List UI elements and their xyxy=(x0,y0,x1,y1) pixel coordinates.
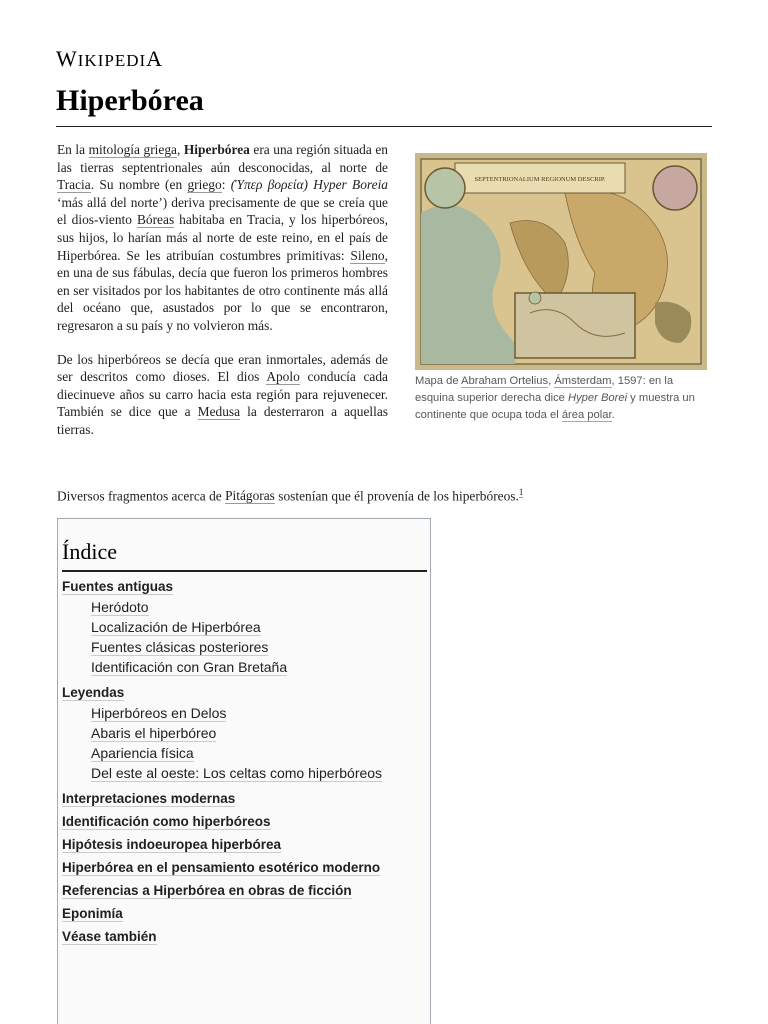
reference-1[interactable]: 1 xyxy=(518,487,524,497)
map-banner-text: SEPTENTRIONALIUM REGIONUM DESCRIP. xyxy=(474,176,606,183)
toc-item-interpretaciones[interactable]: Interpretaciones modernas xyxy=(62,791,236,806)
toc-title: Índice xyxy=(62,539,117,564)
greek-name: (Ὑπερ βορεία) Hyper Boreia xyxy=(230,177,389,193)
toc-item-fuentes-antiguas[interactable]: Fuentes antiguas xyxy=(62,579,174,594)
link-boreas[interactable]: Bóreas xyxy=(136,212,175,228)
toc-subitem-localizacion[interactable]: Localización de Hiperbórea xyxy=(91,619,261,635)
title-divider xyxy=(56,126,712,127)
link-abraham-ortelius[interactable]: Abraham Ortelius xyxy=(461,375,549,387)
link-sileno[interactable]: Sileno xyxy=(350,247,385,263)
toc-subitem-celtas[interactable]: Del este al oeste: Los celtas como hiperbóreos xyxy=(91,765,383,781)
intro-paragraph-2: De los hiperbóreos se decía que eran inmortales, además de ser descritos como dioses. El dios Apolo conducía cada diecinueve años su carro hacia esta región para rejuvenecer. También se dice que a Medusa la desterraron a aquellas tierras. xyxy=(57,351,388,437)
toc-item-eponimia[interactable]: Eponimía xyxy=(62,906,123,921)
intro-paragraph-1: En la mitología griega, Hiperbórea era una región situada en las tierras septentrionales aún desconocidas, al norte de Tracia. Su nombre (en griego: (Ὑπερ βορεία) Hyper Boreia ‘más allá del norte’) deriva precisamente de que se creía que el dios-viento Bóreas habitaba en Tracia, y los hiperbóreos, sus hijos, lo harían más al norte de este reino, en el país de Hiperbórea. Se les atribuían costumbres primitivas: Sileno, en una de sus fábulas, decía que fueron los primeros hombres en ser visitados por los habitantes de otro continente más allá del océano que, asustados por lo que se encontraron, regresaron a su país y no volvieron más. xyxy=(57,142,389,333)
bold-term: Hiperbórea xyxy=(183,142,250,157)
link-pitagoras[interactable]: Pitágoras xyxy=(225,488,275,504)
toc-item-leyendas[interactable]: Leyendas xyxy=(62,685,125,700)
toc-subitem-fuentes-clasicas[interactable]: Fuentes clásicas posteriores xyxy=(91,639,269,655)
toc-list xyxy=(62,577,428,947)
map-figure xyxy=(415,153,707,424)
intro-paragraph-3: Diversos fragmentos acerca de Pitágoras sostenían que él provenía de los hiperbóreos.$^1$ xyxy=(57,487,524,504)
map-caption: Mapa de Abraham Ortelius, Ámsterdam, 1597: en la esquina superior derecha dice Hyper Borei y muestra un continente que ocupa toda el área polar. xyxy=(415,375,695,421)
toc-subitem-abaris[interactable]: Abaris el hiperbóreo xyxy=(91,725,217,741)
toc-subitem-apariencia[interactable]: Apariencia física xyxy=(91,745,194,761)
table-of-contents xyxy=(57,518,431,1024)
link-medusa[interactable]: Medusa xyxy=(197,404,241,420)
wikipedia-wordmark[interactable]: WIKIPEDIA xyxy=(56,46,164,71)
toc-item-vease-tambien[interactable]: Véase también xyxy=(62,929,157,944)
link-apolo[interactable]: Apolo xyxy=(266,369,300,385)
toc-subitem-delos[interactable]: Hiperbóreos en Delos xyxy=(91,705,227,721)
ortelius-map-image[interactable] xyxy=(415,153,707,370)
link-mitologia-griega[interactable]: mitología griega xyxy=(88,142,177,157)
toc-item-esoterico[interactable]: Hiperbórea en el pensamiento esotérico moderno xyxy=(62,860,381,875)
link-area-polar[interactable]: área polar xyxy=(561,409,612,421)
link-tracia[interactable]: Tracia xyxy=(57,177,91,193)
link-griego[interactable]: griego xyxy=(187,177,222,193)
toc-subitem-gran-bretana[interactable]: Identificación con Gran Bretaña xyxy=(91,659,288,675)
link-amsterdam[interactable]: Ámsterdam xyxy=(554,375,612,387)
toc-subitem-herodoto[interactable]: Heródoto xyxy=(91,599,149,615)
page-title: Hiperbórea xyxy=(56,84,204,117)
intro-text xyxy=(57,141,388,455)
toc-item-identificacion[interactable]: Identificación como hiperbóreos xyxy=(62,814,271,829)
toc-item-ficcion[interactable]: Referencias a Hiperbórea en obras de ficción xyxy=(62,883,352,898)
toc-item-hipotesis[interactable]: Hipótesis indoeuropea hiperbórea xyxy=(62,837,282,852)
toc-divider xyxy=(62,570,427,572)
